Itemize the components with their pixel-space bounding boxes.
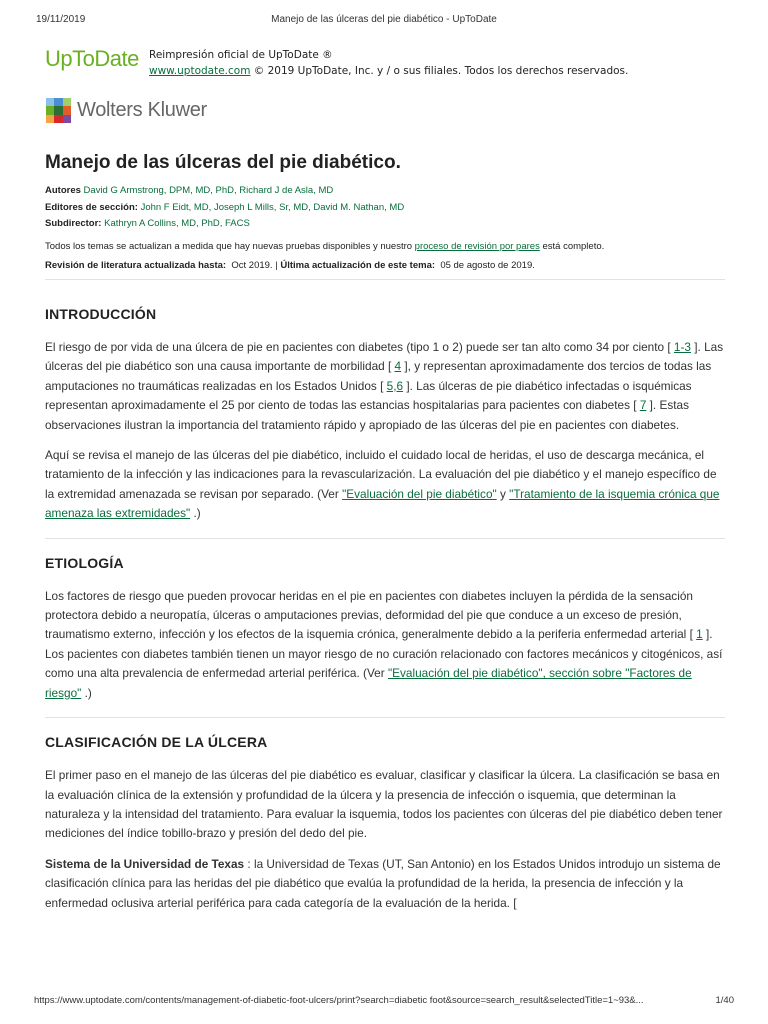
- authors-row: [45, 183, 725, 200]
- editors-label: Editores de sección:: [45, 201, 138, 213]
- publisher-name: Wolters Kluwer: [77, 98, 207, 121]
- classification-paragraph-2: Sistema de la Universidad de Texas : la Universidad de Texas (UT, San Antonio) en los Estados Unidos introdujo un sistema de clasificación clínica para las heridas del pie diabético que evalúa la profundidad de la herida, la presencia de infección y la enfermedad oclusiva arterial periférica para cada categoría de la evaluación de la herida. [: [45, 856, 721, 910]
- intro-paragraph-1: El riesgo de por vida de una úlcera de pie en pacientes con diabetes (tipo 1 o 2) puede ser tan alto como 34 por ciento [ 1-3 ]. Las úlceras del pie diabético son una causa importante de morbilidad [ 4 ], y representan aproximadamente dos tercios de todas las amputaciones no traumáticas realizadas en los Estados Unidos [ 5,6 ]. Las úlceras de pie diabético infectadas o isquémicas representan aproximadamente el 25 por ciento de todas las estancias hospitalarias para pacientes con diabetes [ 7 ]. Estas observaciones ilustran la importancia del tratamiento rápido y apropiado de las úlceras del pie en pacientes con diabetes.: [45, 340, 724, 432]
- reference-link[interactable]: 5,6: [386, 378, 404, 393]
- page-url: https://www.uptodate.com/contents/management-of-diabetic-foot-ulcers/print?search=diabetic foot&source=search_result&selectedTitle=1~93&...: [34, 995, 644, 1006]
- uptodate-logo[interactable]: UpToDate: [45, 46, 139, 71]
- wolters-kluwer-logo: [45, 96, 207, 124]
- authors-label: Autores: [45, 185, 81, 196]
- reference-link[interactable]: 1-3: [673, 340, 691, 354]
- deputy-link[interactable]: Kathryn A Collins, MD, PhD, FACS: [104, 218, 250, 229]
- deputy-row: [45, 216, 725, 233]
- copyright-text: © 2019 UpToDate, Inc. y / o sus filiales. Todos los derechos reservados.: [253, 65, 629, 77]
- print-title: Manejo de las úlceras del pie diabético - UpToDate: [271, 14, 497, 25]
- lit-review-value: Oct 2019.: [231, 260, 273, 271]
- last-update-value: 05 de agosto de 2019.: [440, 260, 535, 271]
- page-number: 1/40: [715, 995, 734, 1006]
- divider: [45, 279, 725, 280]
- divider: [45, 538, 725, 539]
- wolters-kluwer-mark-icon: [45, 97, 72, 124]
- reprint-notice: [149, 47, 628, 79]
- topic-link[interactable]: "Tratamiento de la isquemia crónica que amenaza las extremidades": [45, 486, 720, 521]
- reprint-line: Reimpresión oficial de UpToDate ®: [149, 49, 333, 61]
- editors-links[interactable]: John F Eidt, MD, Joseph L Mills, Sr, MD, David M. Nathan, MD: [140, 201, 405, 213]
- article-body: [45, 306, 725, 913]
- review-note: Todos los temas se actualizan a medida que hay nuevas pruebas disponibles y nuestro proceso de revisión por pares está completo.: [45, 240, 605, 252]
- topic-link[interactable]: "Evaluación del pie diabético": [342, 486, 497, 501]
- editors-row: [45, 200, 725, 217]
- reference-link[interactable]: 1: [696, 627, 703, 642]
- article-title: Manejo de las úlceras del pie diabético.: [45, 152, 401, 173]
- authors-links[interactable]: David G Armstrong, DPM, MD, PhD, Richard J de Asla, MD: [83, 185, 334, 196]
- section-heading-classification: CLASIFICACIÓN DE LA ÚLCERA: [45, 734, 268, 751]
- topic-link[interactable]: "Evaluación del pie diabético", sección sobre "Factores de riesgo": [45, 666, 692, 700]
- deputy-label: Subdirector:: [45, 218, 102, 229]
- article-meta: [45, 183, 725, 275]
- lit-review-label: Revisión de literatura actualizada hasta:: [45, 260, 227, 271]
- print-date: 19/11/2019: [36, 14, 86, 25]
- last-update-label: Última actualización de este tema:: [280, 260, 436, 271]
- texas-system-label: Sistema de la Universidad de Texas: [45, 856, 245, 871]
- intro-paragraph-2: Aquí se revisa el manejo de las úlceras del pie diabético, incluido el cuidado local de heridas, el uso de descarga mecánica, el tratamiento de la infección y las indicaciones para la revascularización. La evaluación del pie diabético y el manejo específico de la extremidad amenazada se revisan por separado. (Ver "Evaluación del pie diabético" y "Tratamiento de la isquemia crónica que amenaza las extremidades" .): [45, 448, 720, 521]
- divider: [45, 717, 725, 718]
- reference-link[interactable]: 7: [639, 398, 647, 413]
- reference-link[interactable]: 4: [394, 359, 402, 374]
- peer-review-link[interactable]: proceso de revisión por pares: [414, 240, 540, 252]
- section-heading-etiology: ETIOLOGÍA: [45, 554, 124, 571]
- section-heading-intro: INTRODUCCIÓN: [45, 306, 157, 322]
- etiology-paragraph: Los factores de riesgo que pueden provocar heridas en el pie en pacientes con diabetes incluyen la pérdida de la sensación protectora debido a neuropatía, úlceras o amputaciones previas, deformidad del pie que conduce a un exceso de presión, traumatismo externo, infección y los efectos de la isquemia crónica, generalmente debido a la periferia enfermedad arterial [ 1 ]. Los pacientes con diabetes también tienen un mayor riesgo de no curación relacionado con factores mecánicos y citogénicos, así como una alta prevalencia de enfermedad arterial periférica. (Ver "Evaluación del pie diabético", sección sobre "Factores de riesgo" .): [45, 588, 723, 700]
- update-info: Revisión de literatura actualizada hasta: Oct 2019. | Última actualización de este tema: 05 de agosto de 2019.: [45, 260, 535, 271]
- classification-paragraph-1: El primer paso en el manejo de las úlceras del pie diabético es evaluar, clasificar y clasificar la úlcera. La clasificación se basa en la evaluación clínica de la extensión y profundidad de la úlcera y la presencia de infección o isquemia, que determinan la naturaleza y la intensidad del tratamiento. Para evaluar la isquemia, todos los pacientes con úlceras del pie diabético deben tener mediciones del índice tobillo-brazo y presión del dedo del pie.: [45, 768, 723, 841]
- website-link[interactable]: www.uptodate.com: [149, 65, 251, 77]
